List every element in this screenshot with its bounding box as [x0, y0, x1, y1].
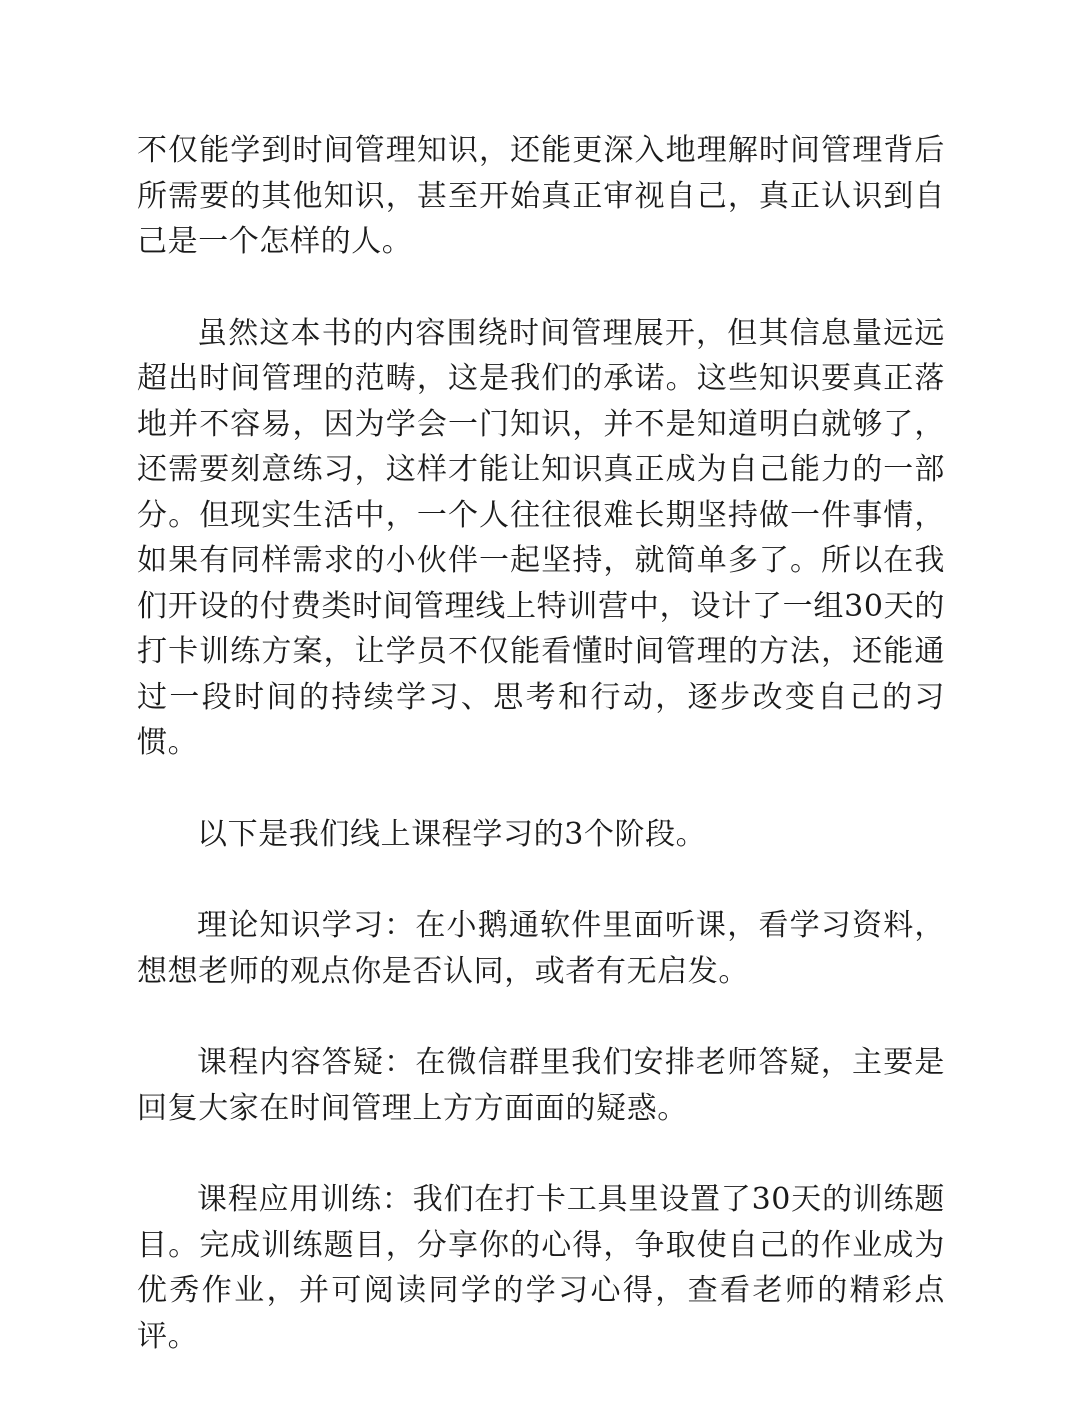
paragraph-continuation: 不仅能学到时间管理知识，还能更深入地理解时间管理背后所需要的其他知识，甚至开始真正审视自己，真正认识到自己是一个怎样的人。 [137, 133, 945, 259]
paragraph-stage-practice: 课程应用训练：我们在打卡工具里设置了30天的训练题目。完成训练题目，分享你的心得，争取使自己的作业成为优秀作业，并可阅读同学的学习心得，查看老师的精彩点评。 [137, 1182, 945, 1354]
body-text [137, 128, 945, 1405]
paragraph-commitment: 虽然这本书的内容围绕时间管理展开，但其信息量远远超出时间管理的范畴，这是我们的承诺。这些知识要真正落地并不容易，因为学会一门知识，并不是知道明白就够了，还需要刻意练习，这样才能让知识真正成为自己能力的一部分。但现实生活中，一个人往往很难长期坚持做一件事情，如果有同样需求的小伙伴一起坚持，就简单多了。所以在我们开设的付费类时间管理线上特训营中，设计了一组30天的打卡训练方案，让学员不仅能看懂时间管理的方法，还能通过一段时间的持续学习、思考和行动，逐步改变自己的习惯。 [137, 315, 945, 760]
paragraph-stages-intro: 以下是我们线上课程学习的3个阶段。 [197, 816, 707, 852]
paragraph-stage-theory: 理论知识学习：在小鹅通软件里面听课，看学习资料，想想老师的观点你是否认同，或者有无启发。 [137, 908, 945, 989]
paragraph-stage-qa: 课程内容答疑：在微信群里我们安排老师答疑，主要是回复大家在时间管理上方方面面的疑惑。 [137, 1045, 945, 1126]
